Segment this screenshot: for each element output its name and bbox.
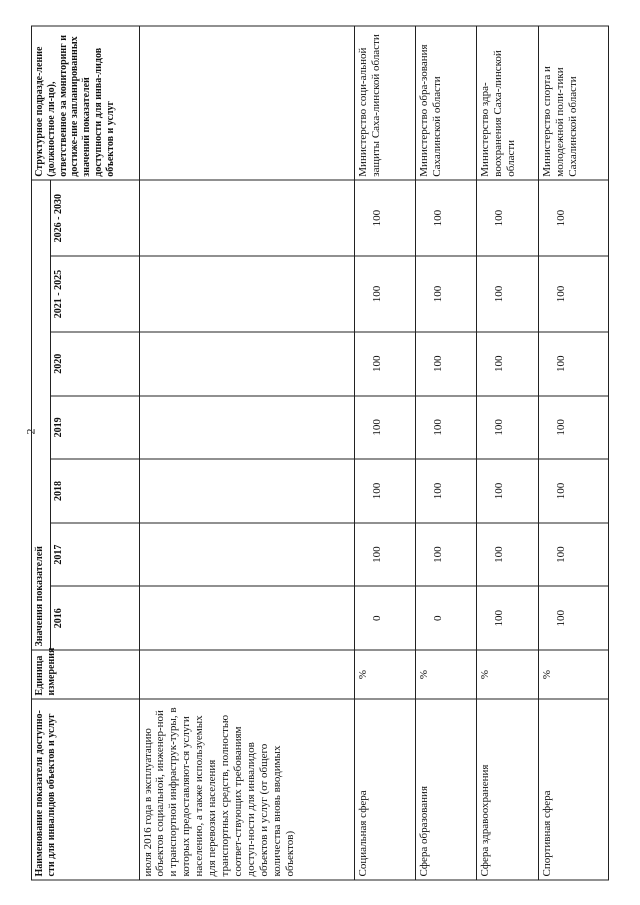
table-row xyxy=(416,26,477,880)
row-value: 100 xyxy=(354,256,415,332)
row-value: 100 xyxy=(416,522,477,586)
row-responsible: Министерство спорта и молодежной поли-тики Сахалинской области xyxy=(538,26,608,180)
row-value: 0 xyxy=(354,586,415,650)
row-value: 100 xyxy=(538,180,608,256)
row-value: 100 xyxy=(538,459,608,523)
header-name: Наименование показателя доступно-сти для инвалидов объектов и услуг xyxy=(32,698,140,879)
empty-cell xyxy=(139,586,354,650)
empty-cell xyxy=(139,395,354,459)
empty-cell xyxy=(139,459,354,523)
row-value: 100 xyxy=(477,395,538,459)
row-value: 100 xyxy=(538,256,608,332)
empty-cell xyxy=(139,256,354,332)
row-name: Сфера здравоохранения xyxy=(477,698,538,879)
empty-cell xyxy=(139,180,354,256)
row-value: 100 xyxy=(416,256,477,332)
row-value: 100 xyxy=(477,331,538,395)
year-2017: 2017 xyxy=(51,522,139,586)
table-row xyxy=(354,26,415,880)
row-value: 100 xyxy=(354,395,415,459)
empty-cell xyxy=(139,26,354,180)
row-value: 100 xyxy=(538,331,608,395)
row-value: 100 xyxy=(538,395,608,459)
row-unit: % xyxy=(477,650,538,699)
row-responsible: Министерство соци-альной защиты Саха-линской области xyxy=(354,26,415,180)
row-value: 100 xyxy=(354,180,415,256)
row-value: 100 xyxy=(477,180,538,256)
year-2018: 2018 xyxy=(51,459,139,523)
row-responsible: Министерство здра-воохранения Саха-линской области xyxy=(477,26,538,180)
row-value: 100 xyxy=(416,459,477,523)
empty-cell xyxy=(139,331,354,395)
row-value: 100 xyxy=(538,522,608,586)
row-value: 100 xyxy=(416,395,477,459)
indicators-table xyxy=(31,25,609,880)
rotated-table-container xyxy=(31,25,609,880)
year-2026-2030: 2026 - 2030 xyxy=(51,180,139,256)
header-responsible: Структурное подразде-ление (должностное ли-цо), ответственное за мониторинг и достиже-ние запланированных значений показателей доступности для инва-лидов объектов и услуг xyxy=(32,26,140,180)
header-row-1 xyxy=(32,26,51,880)
table-row-intro xyxy=(139,26,354,880)
row-unit: % xyxy=(354,650,415,699)
row-value: 100 xyxy=(477,586,538,650)
year-2020: 2020 xyxy=(51,331,139,395)
page-number: 2 xyxy=(23,428,38,435)
row-unit: % xyxy=(538,650,608,699)
row-value: 100 xyxy=(477,459,538,523)
header-unit: Единица измерения xyxy=(32,650,140,699)
row-value: 100 xyxy=(416,331,477,395)
row-name: Социальная сфера xyxy=(354,698,415,879)
row-responsible: Министерство обра-зования Сахалинской области xyxy=(416,26,477,180)
row-value: 100 xyxy=(477,256,538,332)
header-values-group: Значения показателей xyxy=(32,180,51,650)
year-2019: 2019 xyxy=(51,395,139,459)
row-value: 0 xyxy=(416,586,477,650)
table-row xyxy=(477,26,538,880)
row-value: 100 xyxy=(354,459,415,523)
row-value: 100 xyxy=(354,522,415,586)
row-value: 100 xyxy=(477,522,538,586)
table-row xyxy=(538,26,608,880)
empty-cell xyxy=(139,522,354,586)
row-value: 100 xyxy=(416,180,477,256)
year-2021-2025: 2021 - 2025 xyxy=(51,256,139,332)
row-unit: % xyxy=(416,650,477,699)
row-name: Спортивная сфера xyxy=(538,698,608,879)
intro-name: июля 2016 года в эксплуатацию объектов социальной, инженер-ной и транспортной инфраструк-туры, в которых предоставляют-ся услуги населению, а также используемых для перевозки населения транспортных средств, полностью соответ-ствующих требованиям доступ-ности для инвалидов объектов и услуг (от общего количества вновь вводимых объектов) xyxy=(139,698,354,879)
row-value: 100 xyxy=(538,586,608,650)
row-name: Сфера образования xyxy=(416,698,477,879)
row-value: 100 xyxy=(354,331,415,395)
year-2016: 2016 xyxy=(51,586,139,650)
empty-cell xyxy=(139,650,354,699)
